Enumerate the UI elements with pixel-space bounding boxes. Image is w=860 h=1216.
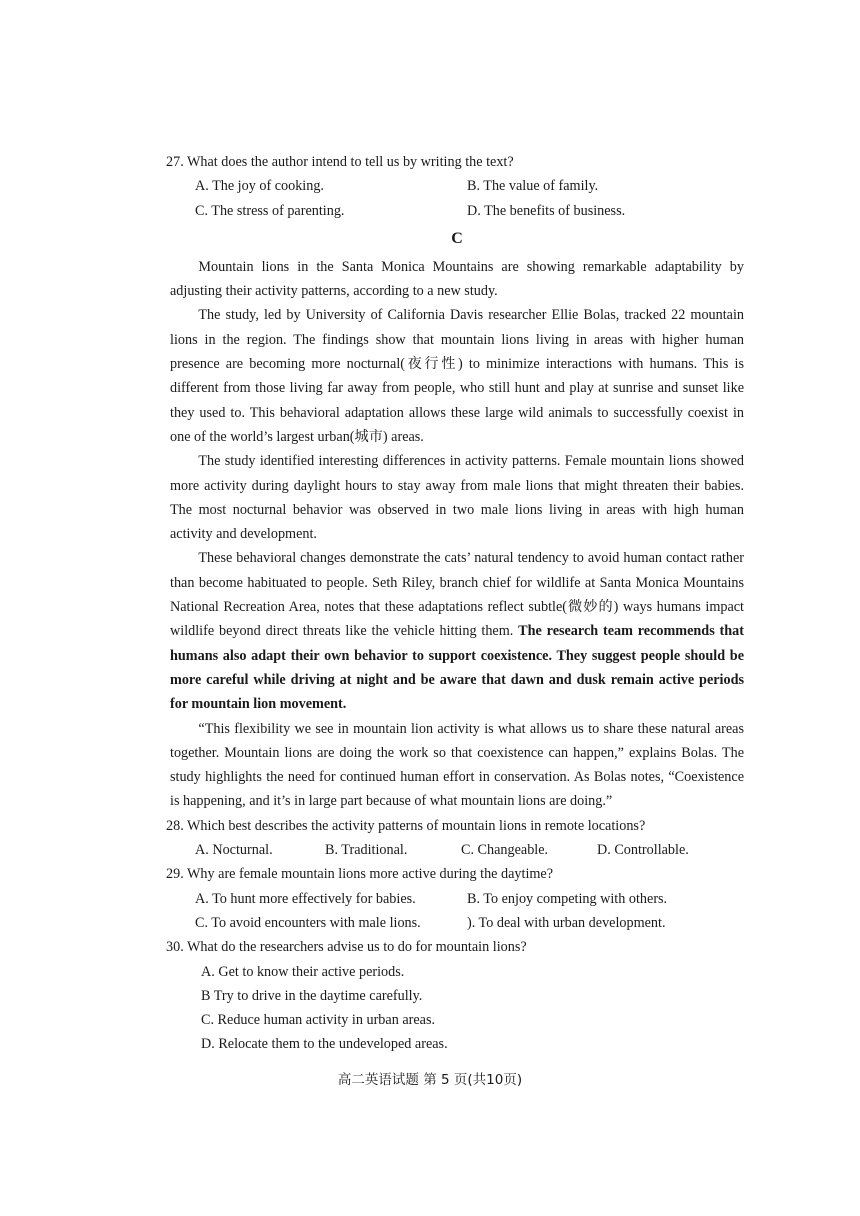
passage-paragraph-2: The study, led by University of California Davis researcher Ellie Bolas, tracked 22 mountain lions in the region. The findings show that mountain lions living in areas with higher human presence are becoming more nocturnal(夜行性) to minimize interactions with humans. This is different from those living far away from people, who still hunt and play at sunrise and sunset like they used to. This behavioral adaptation allows these large wild animals to successfully coexist in one of the world’s largest urban(城市) areas. xyxy=(170,307,744,445)
exam-content xyxy=(166,150,744,1057)
question-29-stem: 29. Why are female mountain lions more active during the daytime? xyxy=(166,866,554,883)
passage-paragraph-4-part-1: These behavioral changes demonstrate the cats’ natural tendency to avoid human contact rather than become habituated to people. Seth Riley, branch chief for wildlife at Santa Monica Mountains National Recreation Area, notes that these adaptations reflect subtle(微妙的) ways humans impact wildlife beyond direct threats like the vehicle hitting them. xyxy=(170,550,744,640)
q29-option-d: ). To deal with urban development. xyxy=(467,914,666,931)
passage-paragraph-1: Mountain lions in the Santa Monica Mountains are showing remarkable adaptability by adjusting their activity patterns, according to a new study. xyxy=(170,258,744,300)
question-27-stem: 27. What does the author intend to tell us by writing the text? xyxy=(166,154,514,170)
question-27-options-row-2 xyxy=(170,199,744,223)
q30-option-b: B Try to drive in the daytime carefully. xyxy=(201,987,423,1004)
q27-option-a: A. The joy of cooking. xyxy=(195,178,324,195)
q27-option-c: C. The stress of parenting. xyxy=(195,202,345,219)
q30-option-c: C. Reduce human activity in urban areas. xyxy=(201,1012,436,1029)
passage-paragraph-3: The study identified interesting differences in activity patterns. Female mountain lions showed more activity during daylight hours to stay away from male lions that might threaten their babies. The most nocturnal behavior was observed in two male lions living in areas with high human activity and development. xyxy=(170,453,744,543)
passage-paragraph-4-part-2: The research team recommends that humans also adapt their own behavior to support coexistence. They suggest people should be more careful while driving at night and be aware that dawn and dusk remain active periods for mountain lion movement. xyxy=(170,623,744,713)
passage-paragraph-5: “This flexibility we see in mountain lion activity is what allows us to share these natural areas together. Mountain lions are doing the work so that coexistence can happen,” explains Bolas. The study highlights the need for continued human effort in conservation. As Bolas notes, “Coexistence is happening, and it’s in large part because of what mountain lions are doing.” xyxy=(170,720,744,810)
q28-option-c: C. Changeable. xyxy=(461,842,549,859)
q27-option-b: B. The value of family. xyxy=(467,178,599,195)
q28-option-d: D. Controllable. xyxy=(597,842,689,859)
q30-option-a: A. Get to know their active periods. xyxy=(201,963,405,980)
q27-option-d: D. The benefits of business. xyxy=(467,202,626,219)
question-27-options-row-1 xyxy=(170,174,744,198)
question-29-options-row-2 xyxy=(170,911,744,935)
q29-option-a: A. To hunt more effectively for babies. xyxy=(195,890,416,907)
passage-paragraph-4 xyxy=(170,546,744,716)
question-29-options-row-1 xyxy=(170,887,744,911)
page-footer: 高二英语试题 第 5 页(共10页) xyxy=(337,1072,523,1088)
section-c-title: C xyxy=(451,229,463,247)
q29-option-c: C. To avoid encounters with male lions. xyxy=(195,914,421,931)
question-28-stem: 28. Which best describes the activity patterns of mountain lions in remote locations? xyxy=(166,817,646,834)
q30-option-d: D. Relocate them to the undeveloped areas. xyxy=(201,1036,448,1053)
q28-option-a: A. Nocturnal. xyxy=(195,842,273,859)
question-30-stem: 30. What do the researchers advise us to do for mountain lions? xyxy=(166,939,527,956)
q29-option-b: B. To enjoy competing with others. xyxy=(467,890,668,907)
q28-option-b: B. Traditional. xyxy=(325,842,408,859)
question-28-options xyxy=(170,838,744,862)
